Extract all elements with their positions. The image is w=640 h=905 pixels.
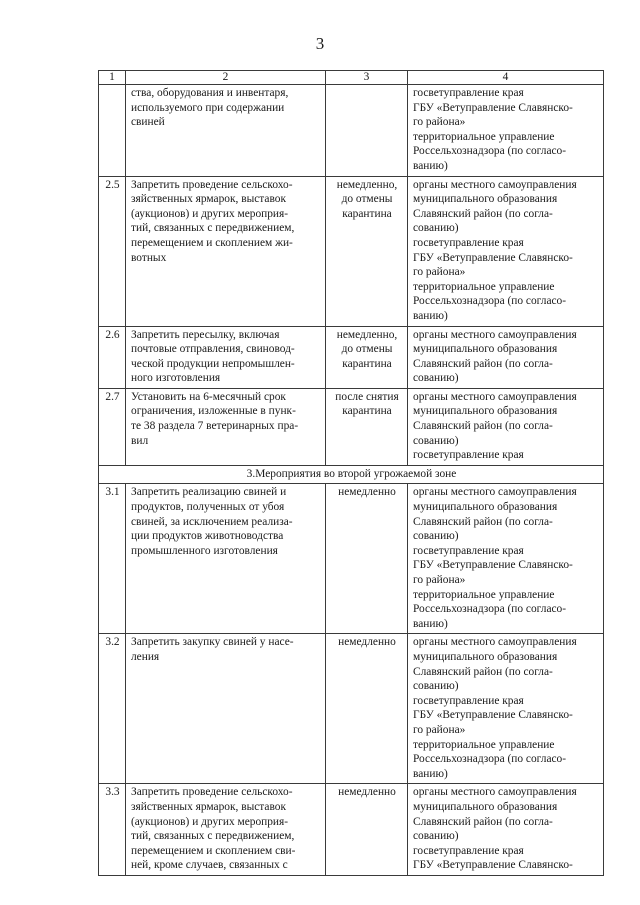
table-row — [99, 326, 604, 388]
text-line: карантина — [342, 357, 392, 370]
text-line: ГБУ «Ветуправление Славянско- — [413, 859, 573, 872]
item-number: 3.2 — [99, 634, 126, 784]
measure-cell — [126, 784, 326, 876]
text-line: Славянский район (по согла- — [413, 815, 553, 828]
text-line: ванию) — [413, 617, 448, 630]
table-row — [99, 388, 604, 465]
table-header-row — [99, 71, 604, 85]
text-line: сованию) — [413, 372, 459, 385]
text-line: ческой продукции непромышлен- — [131, 357, 295, 370]
term-cell — [326, 176, 408, 326]
text-line: Россельхознадзора (по согласо- — [413, 603, 567, 616]
item-number: 3.1 — [99, 484, 126, 634]
text-line: сованию) — [413, 530, 459, 543]
text-line: Славянский район (по согла- — [413, 420, 553, 433]
text-line: территориальное управление — [413, 130, 555, 143]
table-row — [99, 784, 604, 876]
text-line: те 38 раздела 7 ветеринарных пра- — [131, 420, 299, 433]
text-line: госветуправление края — [413, 236, 524, 249]
text-line: Запретить проведение сельскохо- — [131, 178, 293, 191]
measure-cell — [126, 388, 326, 465]
text-line: тий, связанных с передвижением, — [131, 222, 295, 235]
section-title: 3.Мероприятия во второй угрожаемой зоне — [99, 465, 604, 484]
term-cell — [326, 388, 408, 465]
text-line: ванию) — [413, 159, 448, 172]
responsible-cell — [408, 634, 604, 784]
text-line: ГБУ «Ветуправление Славянско- — [413, 101, 573, 114]
text-line: тий, связанных с передвижением, — [131, 830, 295, 843]
text-line: Запретить закупку свиней у насе- — [131, 636, 294, 649]
item-number — [99, 85, 126, 177]
text-line: зяйственных ярмарок, выставок — [131, 800, 286, 813]
text-line: зяйственных ярмарок, выставок — [131, 193, 286, 206]
table-body — [99, 85, 604, 876]
text-line: органы местного самоуправления — [413, 486, 577, 499]
text-line: органы местного самоуправления — [413, 390, 577, 403]
text-line: го района» — [413, 574, 466, 586]
measure-cell — [126, 634, 326, 784]
item-number: 2.6 — [99, 326, 126, 388]
term-cell — [326, 85, 408, 177]
column-header-measure: 2 — [126, 71, 326, 85]
measure-cell — [126, 326, 326, 388]
text-line: вотных — [131, 251, 167, 264]
text-line: госветуправление края — [413, 844, 524, 857]
text-line: органы местного самоуправления — [413, 636, 577, 649]
text-line: ГБУ «Ветуправление Славянско- — [413, 251, 573, 264]
text-line: Россельхознадзора (по согласо- — [413, 753, 567, 766]
text-line: почтовые отправления, свиновод- — [131, 343, 295, 356]
text-line: карантина — [342, 405, 392, 418]
text-line: сованию) — [413, 830, 459, 843]
text-line: Россельхознадзора (по согласо- — [413, 295, 567, 308]
text-line: Славянский район (по согла- — [413, 207, 553, 220]
item-number: 3.3 — [99, 784, 126, 876]
text-line: перемещением и скоплением жи- — [131, 236, 293, 249]
item-number: 2.7 — [99, 388, 126, 465]
text-line: ванию) — [413, 767, 448, 780]
text-line: после снятия — [335, 390, 399, 403]
table-row — [99, 176, 604, 326]
text-line: немедленно — [338, 486, 396, 499]
text-line: Запретить реализацию свиней и — [131, 486, 287, 499]
text-line: до отмены — [341, 193, 393, 206]
text-line: органы местного самоуправления — [413, 328, 577, 341]
text-line: муниципального образования — [413, 193, 558, 206]
responsible-cell — [408, 326, 604, 388]
text-line: используемого при содержании — [131, 101, 285, 114]
text-line: органы местного самоуправления — [413, 178, 577, 191]
responsible-cell — [408, 784, 604, 876]
measure-cell — [126, 176, 326, 326]
text-line: госветуправление края — [413, 87, 524, 99]
text-line: (аукционов) и других мероприя- — [131, 815, 289, 828]
text-line: немедленно — [338, 786, 396, 799]
text-line: ного изготовления — [131, 372, 221, 385]
text-line: Запретить пересылку, включая — [131, 328, 280, 341]
text-line: сованию) — [413, 434, 459, 447]
text-line: территориальное управление — [413, 738, 555, 751]
table-row — [99, 85, 604, 177]
responsible-cell — [408, 176, 604, 326]
text-line: ции продуктов животноводства — [131, 530, 284, 543]
text-line: сованию) — [413, 222, 459, 235]
term-cell — [326, 784, 408, 876]
text-line: Россельхознадзора (по согласо- — [413, 145, 567, 158]
text-line: ванию) — [413, 309, 448, 322]
text-line: госветуправление края — [413, 544, 524, 557]
text-line: ограничения, изложенные в пунк- — [131, 405, 296, 418]
item-number: 2.5 — [99, 176, 126, 326]
text-line: немедленно — [338, 636, 396, 649]
measure-cell — [126, 484, 326, 634]
table-row — [99, 484, 604, 634]
term-cell — [326, 326, 408, 388]
text-line: территориальное управление — [413, 588, 555, 601]
text-line: немедленно, — [336, 328, 398, 341]
text-line: го района» — [413, 116, 466, 129]
column-header-responsible: 4 — [408, 71, 604, 85]
text-line: до отмены — [341, 343, 393, 356]
text-line: промышленного изготовления — [131, 544, 278, 557]
text-line: муниципального образования — [413, 800, 558, 813]
text-line: карантина — [342, 207, 392, 220]
text-line: госветуправление края — [413, 449, 524, 462]
text-line: свиней — [131, 116, 165, 129]
responsible-cell — [408, 484, 604, 634]
column-header-number: 1 — [99, 71, 126, 85]
text-line: Славянский район (по согла- — [413, 515, 553, 528]
term-cell — [326, 484, 408, 634]
text-line: муниципального образования — [413, 405, 558, 418]
text-line: муниципального образования — [413, 650, 558, 663]
measure-cell — [126, 85, 326, 177]
column-header-term: 3 — [326, 71, 408, 85]
text-line: госветуправление края — [413, 694, 524, 707]
text-line: Установить на 6-месячный срок — [131, 390, 286, 403]
responsible-cell — [408, 388, 604, 465]
text-line: Запретить проведение сельскохо- — [131, 786, 293, 799]
page-number: 3 — [315, 34, 325, 53]
text-line: сованию) — [413, 680, 459, 693]
term-cell — [326, 634, 408, 784]
text-line: немедленно, — [336, 178, 398, 191]
text-line: ней, кроме случаев, связанных с — [131, 859, 288, 872]
measures-table — [98, 70, 604, 876]
text-line: ления — [131, 650, 160, 663]
text-line: го района» — [413, 723, 466, 736]
text-line: свиней, за исключением реализа- — [131, 515, 293, 528]
text-line: Славянский район (по согла- — [413, 357, 553, 370]
text-line: муниципального образования — [413, 343, 558, 356]
text-line: го района» — [413, 266, 466, 279]
text-line: территориальное управление — [413, 280, 555, 293]
text-line: перемещением и скоплением сви- — [131, 844, 296, 857]
text-line: (аукционов) и других мероприя- — [131, 207, 289, 220]
text-line: Славянский район (по согла- — [413, 665, 553, 678]
responsible-cell — [408, 85, 604, 177]
text-line: муниципального образования — [413, 501, 558, 514]
text-line: вил — [131, 434, 149, 447]
section-header-row — [99, 465, 604, 484]
text-line: ства, оборудования и инвентаря, — [131, 87, 289, 99]
text-line: ГБУ «Ветуправление Славянско- — [413, 709, 573, 722]
text-line: органы местного самоуправления — [413, 786, 577, 799]
text-line: ГБУ «Ветуправление Славянско- — [413, 559, 573, 572]
text-line: продуктов, полученных от убоя — [131, 501, 285, 514]
table-row — [99, 634, 604, 784]
